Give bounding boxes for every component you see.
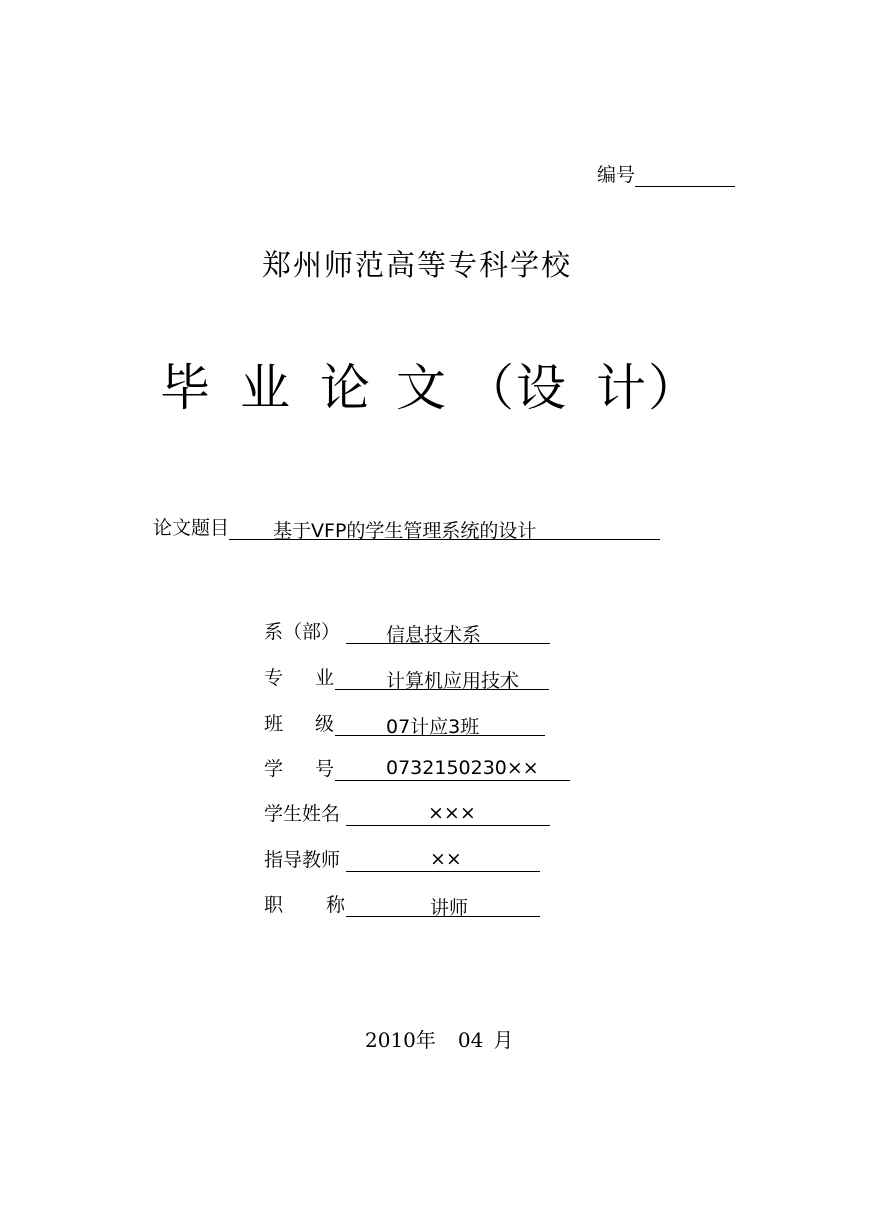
serial-number-blank: [635, 164, 735, 187]
topic-row: [153, 513, 660, 540]
advisor-row: [264, 845, 540, 872]
thesis-heading-char: 论: [320, 359, 372, 417]
student-name-row: [264, 799, 550, 826]
date: [365, 1024, 513, 1053]
department-label: 系（部）: [264, 621, 341, 643]
major-row: [264, 663, 549, 690]
student-id-row: [264, 754, 570, 781]
thesis-heading: [160, 348, 700, 420]
title-label-a: 职: [264, 894, 284, 916]
topic-value: 基于VFP的学生管理系统的设计: [229, 516, 660, 540]
title-value: 讲师: [346, 893, 540, 917]
school-name: 郑州师范高等专科学校: [262, 248, 573, 282]
major-value: 计算机应用技术: [335, 666, 549, 690]
student-id-value: 0732150230××: [335, 757, 570, 781]
thesis-heading-char: 毕: [160, 359, 212, 417]
date-year-unit: 年: [415, 1028, 436, 1052]
department-value: 信息技术系: [346, 620, 550, 644]
student-id-label-a: 学: [264, 758, 284, 780]
thesis-heading-char: （设: [464, 359, 568, 417]
date-month-unit: 月: [493, 1028, 514, 1052]
title-label-b: 称: [326, 894, 346, 916]
thesis-heading-char: 计）: [596, 359, 700, 417]
student-name-label: 学生姓名: [264, 803, 341, 825]
thesis-heading-char: 业: [240, 359, 292, 417]
class-value: 07计应3班: [335, 712, 545, 736]
class-label-b: 级: [315, 713, 335, 735]
date-year: 2010: [365, 1028, 416, 1052]
major-label-b: 业: [315, 667, 335, 689]
date-month: 04: [457, 1028, 484, 1052]
class-row: [264, 709, 545, 736]
title-row: [264, 890, 540, 917]
student-id-label-b: 号: [315, 758, 335, 780]
class-label-a: 班: [264, 713, 284, 735]
student-name-value: ×××: [346, 802, 550, 826]
serial-number-label: 编号: [597, 164, 636, 186]
advisor-value: ××: [346, 848, 540, 872]
thesis-heading-char: 文: [396, 359, 448, 417]
topic-label: 论文题目: [153, 517, 230, 539]
department-row: [264, 617, 550, 644]
advisor-label: 指导教师: [264, 849, 341, 871]
serial-number-field: [597, 160, 735, 187]
major-label-a: 专: [264, 667, 284, 689]
